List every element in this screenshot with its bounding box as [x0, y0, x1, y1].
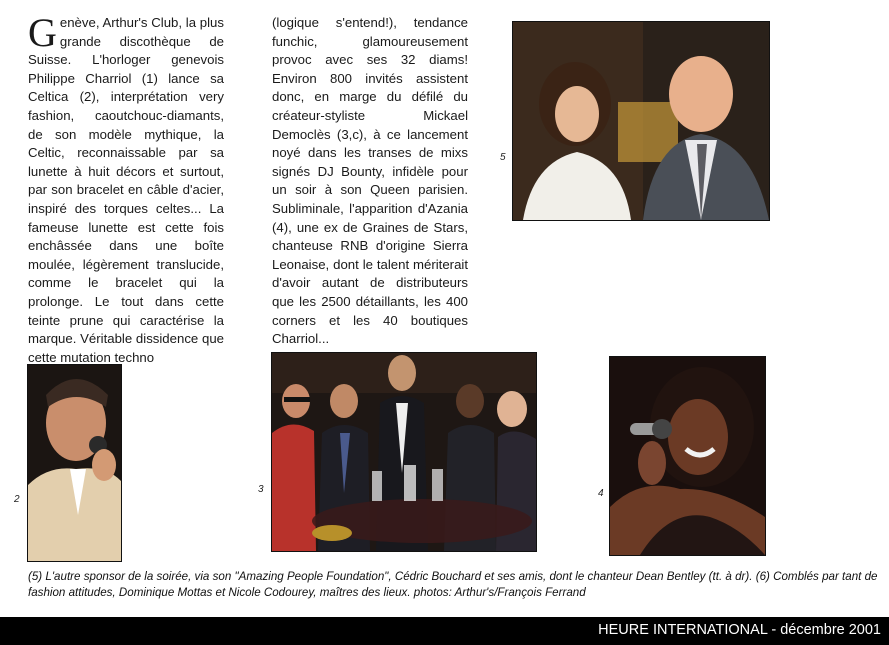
photo-caption: (5) L'autre sponsor de la soirée, via son "Amazing People Foundation", Cédric Bouchard et ses amis, dont le chanteur Dean Bentley (tt. à dr). (6) Comblés par tant de fashion attitudes, Dominique Mottas et Nicole Codourey, maîtres des lieux. photos: Arthur's/François Ferrand — [28, 570, 878, 599]
footer-bar — [0, 617, 889, 645]
photo-4-number: 4 — [598, 488, 604, 499]
photo-5 — [512, 21, 770, 221]
drop-cap: G — [28, 10, 57, 55]
photo-5-number: 5 — [500, 152, 506, 163]
article-column-1 — [28, 10, 224, 367]
photo-3-number: 3 — [258, 484, 264, 495]
photo-3 — [271, 352, 537, 552]
footer-text: HEURE INTERNATIONAL - décembre 2001 — [598, 622, 881, 638]
photo-2-number: 2 — [14, 494, 20, 505]
article-text-2: (logique s'entend!), tendance funchic, glamoureusement provoc avec ses 32 diams! Environ 800 invités assistent donc, en marge du défilé du créateur-styliste Mickael Democlès (3,c), à ce lancement noyé dans les transes de mixs signés DJ Bounty, infidèle pour un soir à son Queen parisien. Subliminale, l'apparition d'Azania (4), une ex de Graines de Stars, chanteuse RNB d'origine Sierra Leonaise, dont le talent mériterait d'avoir autant de distributeurs que les 2500 détaillants, les 400 corners et les 40 boutiques Charriol... — [272, 15, 468, 347]
photo-2 — [27, 364, 122, 562]
article-text-1: enève, Arthur's Club, la plus grande discothèque de Suisse. L'horloger genevois Philippe Charriol (1) lance sa Celtica (2), interprétation very fashion, caoutchouc-diamants, de son modèle mythique, la Celtic, reconnaissable par sa lunette à huit décors et surtout, par son bracelet en câble d'acier, inspiré des torques celtes... La fameuse lunette est cette fois enchâssée dans une boîte moulée, légèrement translucide, comme le bracelet qui la prolonge. Le tout dans cette teinte prune qui caractérise la marque. Véritable dissidence que cette mutation techno — [28, 15, 224, 365]
photo-4 — [609, 356, 766, 556]
article-column-2 — [272, 14, 468, 367]
